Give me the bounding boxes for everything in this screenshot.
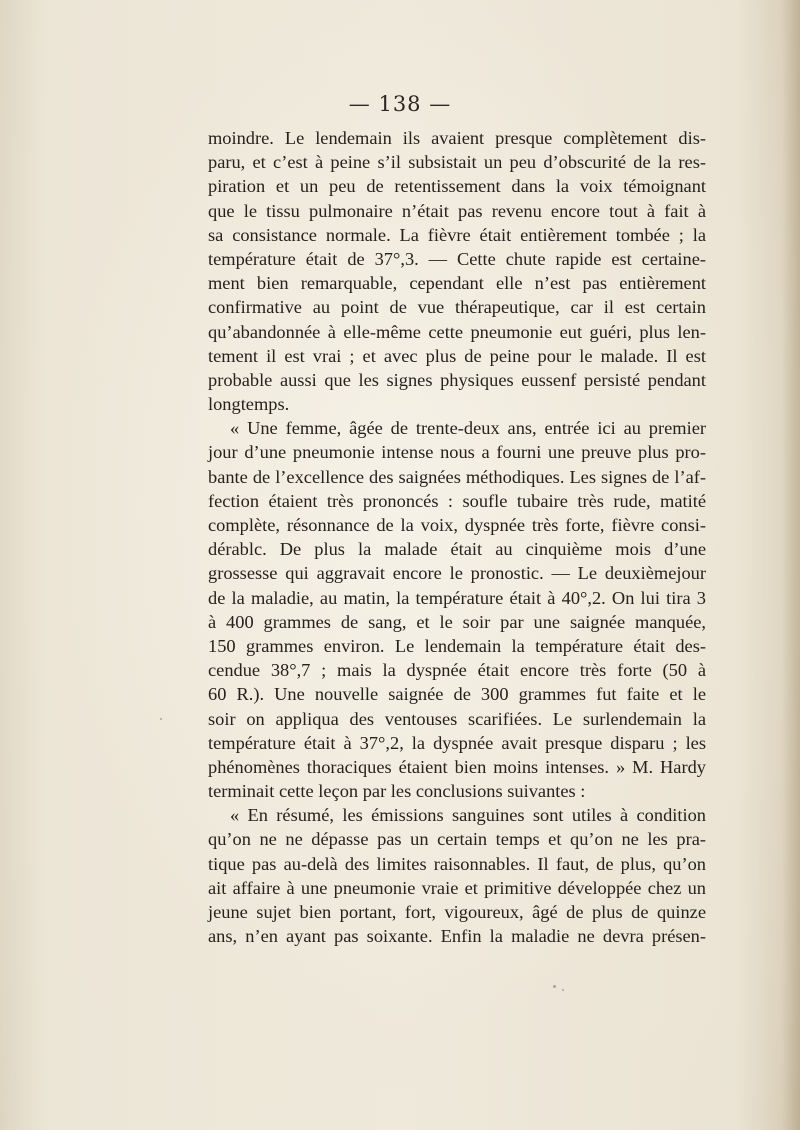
paragraph-start-line: « Une femme, âgée de trente-deux ans, entrée ici au premier (230, 418, 706, 439)
text-line: sa consistance normale. La fièvre était entièrement tombée ; la (208, 224, 706, 245)
text-line: ment bien remarquable, cependant elle n’est pas entièrement (208, 273, 706, 294)
text-line: qu’abandonnée à elle-même cette pneumonie eut guéri, plus len- (208, 321, 706, 342)
text-line: de la maladie, au matin, la température était à 40°,2. On lui tira 3 (208, 587, 706, 608)
text-line: moindre. Le lendemain ils avaient presque complètement dis- (208, 128, 706, 148)
paragraph-end-line: longtemps. (208, 394, 290, 415)
paper-speck (562, 989, 564, 991)
paper-speck (553, 985, 556, 988)
text-line: que le tissu pulmonaire n’était pas revenu encore tout à fait à (208, 200, 706, 221)
text-line: jour d’une pneumonie intense nous a fourni une preuve plus pro- (208, 442, 706, 463)
paragraph-start-line: « En résumé, les émissions sanguines sont utiles à condition (230, 805, 706, 826)
text-line: jeune sujet bien portant, fort, vigoureux, âgé de plus de quinze (208, 902, 706, 922)
text-line: tement il est vrai ; et avec plus de peine pour le malade. Il est (208, 345, 706, 366)
page-number: — 138 — (348, 92, 452, 116)
text-line: cendue 38°,7 ; mais la dyspnée était encore très forte (50 à (208, 660, 706, 681)
text-line: phénomènes thoraciques étaient bien moins intenses. » M. Hardy (208, 756, 706, 777)
text-line: piration et un peu de retentissement dans la voix témoignant (208, 176, 706, 197)
text-line: paru, et c’est à peine s’il subsistait un peu d’obscurité de la res- (208, 152, 706, 173)
paper-speck (160, 718, 162, 720)
text-line: ait affaire à une pneumonie vraie et primitive développée chez un (208, 877, 706, 898)
text-line: bante de l’excellence des saignées méthodiques. Les signes de l’af- (208, 466, 706, 487)
text-line: grossesse qui aggravait encore le pronostic. — Le deuxièmejour (208, 563, 706, 584)
text-line: qu’on ne ne dépasse pas un certain temps et qu’on ne les pra- (208, 829, 706, 850)
text-line: 60 R.). Une nouvelle saignée de 300 grammes fut faite et le (208, 684, 706, 705)
body-text (208, 126, 706, 948)
text-line: température était à 37°,2, la dyspnée avait presque disparu ; les (208, 732, 706, 753)
text-line: complète, résonnance de la voix, dyspnée très forte, fièvre consi- (208, 515, 706, 535)
text-line: fection étaient très prononcés : soufle tubaire très rude, matité (208, 490, 706, 511)
text-line: soir on appliqua des ventouses scarifiées. Le surlendemain la (208, 708, 706, 729)
text-line: ans, n’en ayant pas soixante. Enfin la maladie ne devra présen- (208, 926, 706, 947)
text-line: probable aussi que les signes physiques eussenf persisté pendant (208, 369, 706, 390)
text-line: 150 grammes environ. Le lendemain la température était des- (208, 635, 706, 656)
text-line: confirmative au point de vue thérapeutique, car il est certain (208, 297, 706, 318)
paragraph-end-line: terminait cette leçon par les conclusions suivantes : (208, 781, 586, 802)
text-line: tique pas au-delà des limites raisonnables. Il faut, de plus, qu’on (208, 853, 706, 874)
text-line: dérablc. De plus la malade était au cinquième mois d’une (208, 539, 706, 560)
text-line: à 400 grammes de sang, et le soir par une saignée manquée, (208, 611, 706, 632)
text-line: température était de 37°,3. — Cette chute rapide est certaine- (208, 248, 706, 269)
